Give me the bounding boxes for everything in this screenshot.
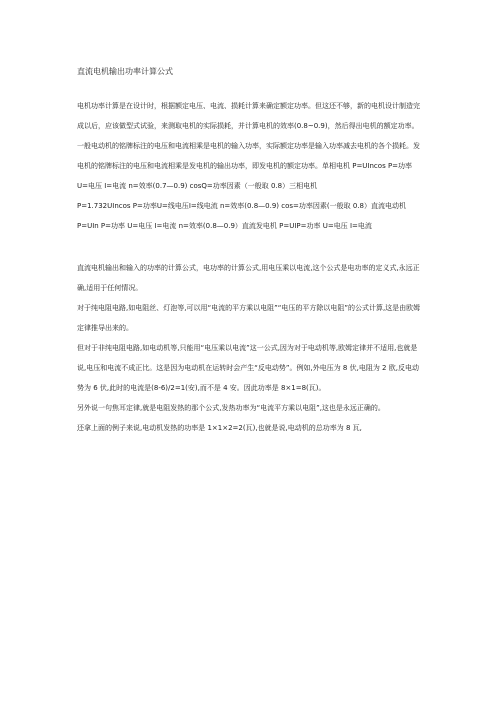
paragraph: 还拿上面的例子来说,电动机发热的功率是 1×1×2=2(瓦),也就是说,电动机的总功率为 8 瓦, (77, 424, 362, 432)
paragraph: 对于纯电阻电路,如电阻丝、灯泡等,可以用“电流的平方乘以电阻”“电压的平方除以电阻”的公式计算,这是由欧姆定律推导出来的。 (77, 304, 421, 332)
document-body (77, 66, 425, 438)
section-gap (77, 236, 425, 258)
paragraph: 电机功率计算是在设计时，根据额定电压、电流、损耗计算来确定额定功率。但这还不够，新的电机设计制造完成以后，应该做型式试验，来测取电机的实际损耗，并计算电机的效率(0.8~0.9)，然后得出电机的额定功率。一般电动机的铭牌标注的电压和电流相乘是电机的输入功率，实际额定功率是输入功率减去电机的各个损耗。发电机的铭牌标注的电压和电流相乘是发电机的输出功率，即发电机的额定功率。单相电机 P=UIncos P=功率 U=电压 I=电流 n=效率(0.7—0.9) cosQ=功率因素（一般取 0.8）三相电机 (77, 102, 420, 190)
paragraph: 但对于非纯电阻电路,如电动机等,只能用“电压乘以电流”这一公式,因为对于电动机等,欧姆定律并不适用,也就是说,电压和电流不成正比。这是因为电动机在运转时会产生“反电动势”。例如,外电压为 8 伏,电阻为 2 欧,反电动势为 6 伏,此时的电流是(8-6)/2=1(安),而不是 4 安。因此功率是 8×1=8(瓦)。 (77, 344, 419, 392)
paragraph: P=1.732UIncos P=功率U=线电压I=线电流 n=效率(0.8—0.9) cos=功率因素(一般取 0.8）直流电动机 P=UIn P=功率 U=电压 I=电流 n=效率(0.8—0.9）直流发电机 P=UIP=功率 U=电压 I=电流 (77, 202, 406, 230)
paragraph: 直流电机输出和输入的功率的计算公式，电功率的计算公式,用电压乘以电流,这个公式是电功率的定义式,永远正确,适用于任何情况。 (77, 264, 420, 292)
paragraph: 另外说一句焦耳定律,就是电阻发热的那个公式,发热功率为“电流平方乘以电阻”,这也是永远正确的。 (77, 404, 385, 412)
document-title: 直流电机输出功率计算公式 (77, 67, 173, 76)
